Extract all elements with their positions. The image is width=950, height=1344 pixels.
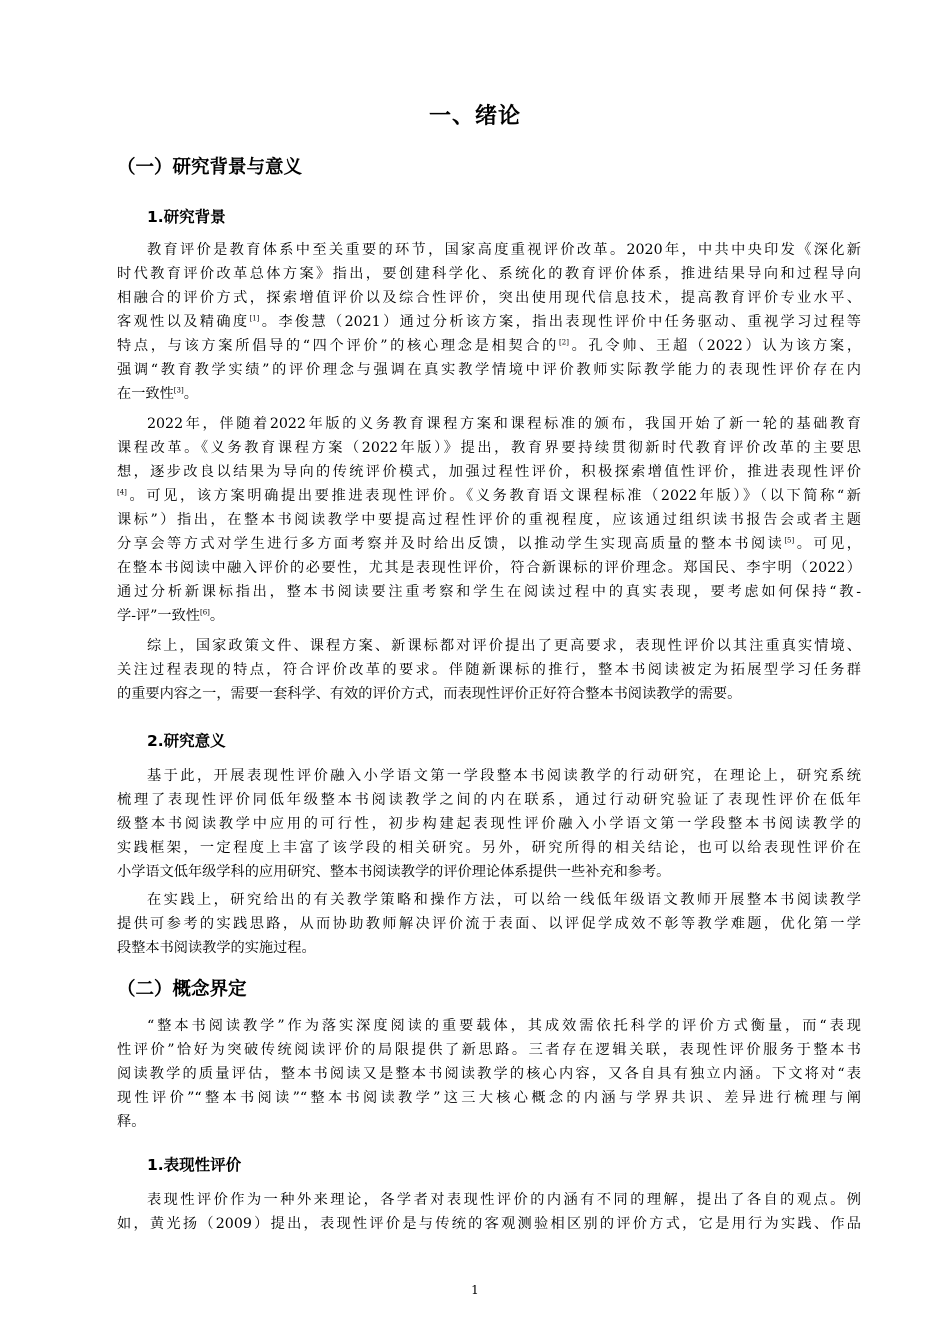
paragraph-line: 小学语文低年级学科的应用研究、整本书阅读教学的评价理论体系提供一些补充和参考。 bbox=[117, 864, 671, 880]
paragraph-line: “整本书阅读教学”作为落实深度阅读的重要载体，其成效需依托科学的评价方式衡量，而“表现 bbox=[147, 1018, 861, 1034]
paragraph-line: 分享会等方式对学生进行多方面考察并及时给出反馈，以推动学生实现高质量的整本书阅读[5]。可见， bbox=[117, 536, 861, 552]
paragraph-line: 表现性评价作为一种外来理论，各学者对表现性评价的内涵有不同的理解，提出了各自的观点。例 bbox=[147, 1192, 861, 1208]
citation: [1] bbox=[249, 314, 260, 323]
paragraph-line: 在实践上，研究给出的有关教学策略和操作方法，可以给一线低年级语文教师开展整本书阅读教学 bbox=[147, 892, 861, 908]
paragraph-line: 在一致性[3]。 bbox=[117, 386, 198, 402]
paragraph-line: 的重要内容之一，需要一套科学、有效的评价方式，而表现性评价正好符合整本书阅读教学的需要。 bbox=[117, 686, 742, 702]
subsection-heading-significance: 2.研究意义 bbox=[147, 732, 226, 750]
citation: [2] bbox=[559, 338, 569, 347]
paragraph-line: 相融合的评价方式，探索增值评价以及综合性评价，突出使用现代信息技术，提高教育评价专业水平、 bbox=[117, 290, 861, 306]
paragraph-line: 强调“教育教学实绩”的评价理念与强调在真实教学情境中评价教师实际教学能力的表现性评价存在内 bbox=[117, 362, 861, 378]
chapter-title: 一、绪论 bbox=[428, 104, 521, 129]
paragraph-line: 教育评价是教育体系中至关重要的环节，国家高度重视评价改革。2020年，中共中央印发《深化新 bbox=[147, 242, 861, 258]
paragraph-line: 性评价”恰好为突破传统阅读评价的局限提供了新思路。三者存在逻辑关联，表现性评价服务于整本书 bbox=[117, 1042, 861, 1058]
page-number: 1 bbox=[471, 1283, 479, 1297]
paragraph-line: 释。 bbox=[117, 1114, 146, 1130]
paragraph-line: 提供可参考的实践思路，从而协助教师解决评价流于表面、以评促学成效不彰等教学难题，优化第一学 bbox=[117, 916, 861, 932]
paragraph-line: 关注过程表现的特点，符合评价改革的要求。伴随新课标的推行，整本书阅读被定为拓展型学习任务群 bbox=[117, 662, 861, 678]
paragraph-line: 综上，国家政策文件、课程方案、新课标都对评价提出了更高要求，表现性评价以其注重真实情境、 bbox=[147, 638, 861, 654]
citation: [3] bbox=[173, 386, 184, 395]
paragraph-line: 段整本书阅读教学的实施过程。 bbox=[117, 940, 316, 956]
paragraph-line: 在整本书阅读中融入评价的必要性，尤其是表现性评价，符合新课标的评价理念。郑国民、李宇明（2022） bbox=[117, 560, 861, 576]
paragraph-line: 学-评”一致性[6]。 bbox=[117, 608, 225, 624]
paragraph-line: 时代教育评价改革总体方案》指出，要创建科学化、系统化的教育评价体系，推进结果导向和过程导向 bbox=[117, 266, 861, 282]
paragraph-line: 基于此，开展表现性评价融入小学语文第一学段整本书阅读教学的行动研究，在理论上，研究系统 bbox=[147, 768, 861, 784]
paragraph-line: 2022年，伴随着2022年版的义务教育课程方案和课程标准的颁布，我国开始了新一轮的基础教育 bbox=[147, 416, 861, 432]
paragraph-line: 级整本书阅读教学中应用的可行性，初步构建起表现性评价融入小学语文第一学段整本书阅读教学的 bbox=[117, 816, 861, 832]
section-heading-definitions: （二）概念界定 bbox=[117, 979, 247, 1000]
paragraph-line: 现性评价”“整本书阅读”“整本书阅读教学”这三大核心概念的内涵与学界共识、差异进行梳理与阐 bbox=[117, 1090, 861, 1106]
paragraph-line: 客观性以及精确度[1]。李俊慧（2021）通过分析该方案，指出表现性评价中任务驱动、重视学习过程等 bbox=[117, 314, 861, 330]
paragraph-line: 课程改革。《义务教育课程方案（2022年版）》提出，教育界要持续贯彻新时代教育评价改革的主要思 bbox=[117, 440, 861, 456]
paragraph-line: 课标”）指出，在整本书阅读教学中要提高过程性评价的重视程度，应该通过组织读书报告会或者主题 bbox=[117, 512, 861, 528]
paragraph-line: 通过分析新课标指出，整本书阅读要注重考察和学生在阅读过程中的真实表现，要考虑如何保持“教- bbox=[117, 584, 861, 600]
paragraph-line: 梳理了表现性评价同低年级整本书阅读教学之间的内在联系，通过行动研究验证了表现性评价在低年 bbox=[117, 792, 861, 808]
paragraph-line: 想，逐步改良以结果为导向的传统评价模式，加强过程性评价，积极探索增值性评价，推进表现性评价 bbox=[117, 464, 861, 480]
paragraph-line: 特点，与该方案所倡导的“四个评价”的核心理念是相契合的[2]。孔令帅、王超（2022）认为该方案， bbox=[117, 338, 861, 354]
subsection-heading-performance-assessment: 1.表现性评价 bbox=[147, 1156, 242, 1174]
subsection-heading-background: 1.研究背景 bbox=[147, 208, 226, 226]
citation: [5] bbox=[784, 536, 795, 545]
section-heading-background: （一）研究背景与意义 bbox=[117, 157, 303, 178]
paragraph-line: 实践框架，一定程度上丰富了该学段的相关研究。另外，研究所得的相关结论，也可以给表现性评价在 bbox=[117, 840, 861, 856]
citation: [6] bbox=[200, 608, 210, 617]
paragraph-line: 如，黄光扬（2009）提出，表现性评价是与传统的客观测验相区别的评价方式，它是用行为实践、作品 bbox=[117, 1216, 861, 1232]
paragraph-line: [4]。可见，该方案明确提出要推进表现性评价。《义务教育语文课程标准（2022年版）》（以下简称“新 bbox=[117, 488, 861, 504]
citation: [4] bbox=[117, 488, 127, 497]
paragraph-line: 阅读教学的质量评估，整本书阅读又是整本书阅读教学的核心内容，又各自具有独立内涵。下文将对“表 bbox=[117, 1066, 861, 1082]
